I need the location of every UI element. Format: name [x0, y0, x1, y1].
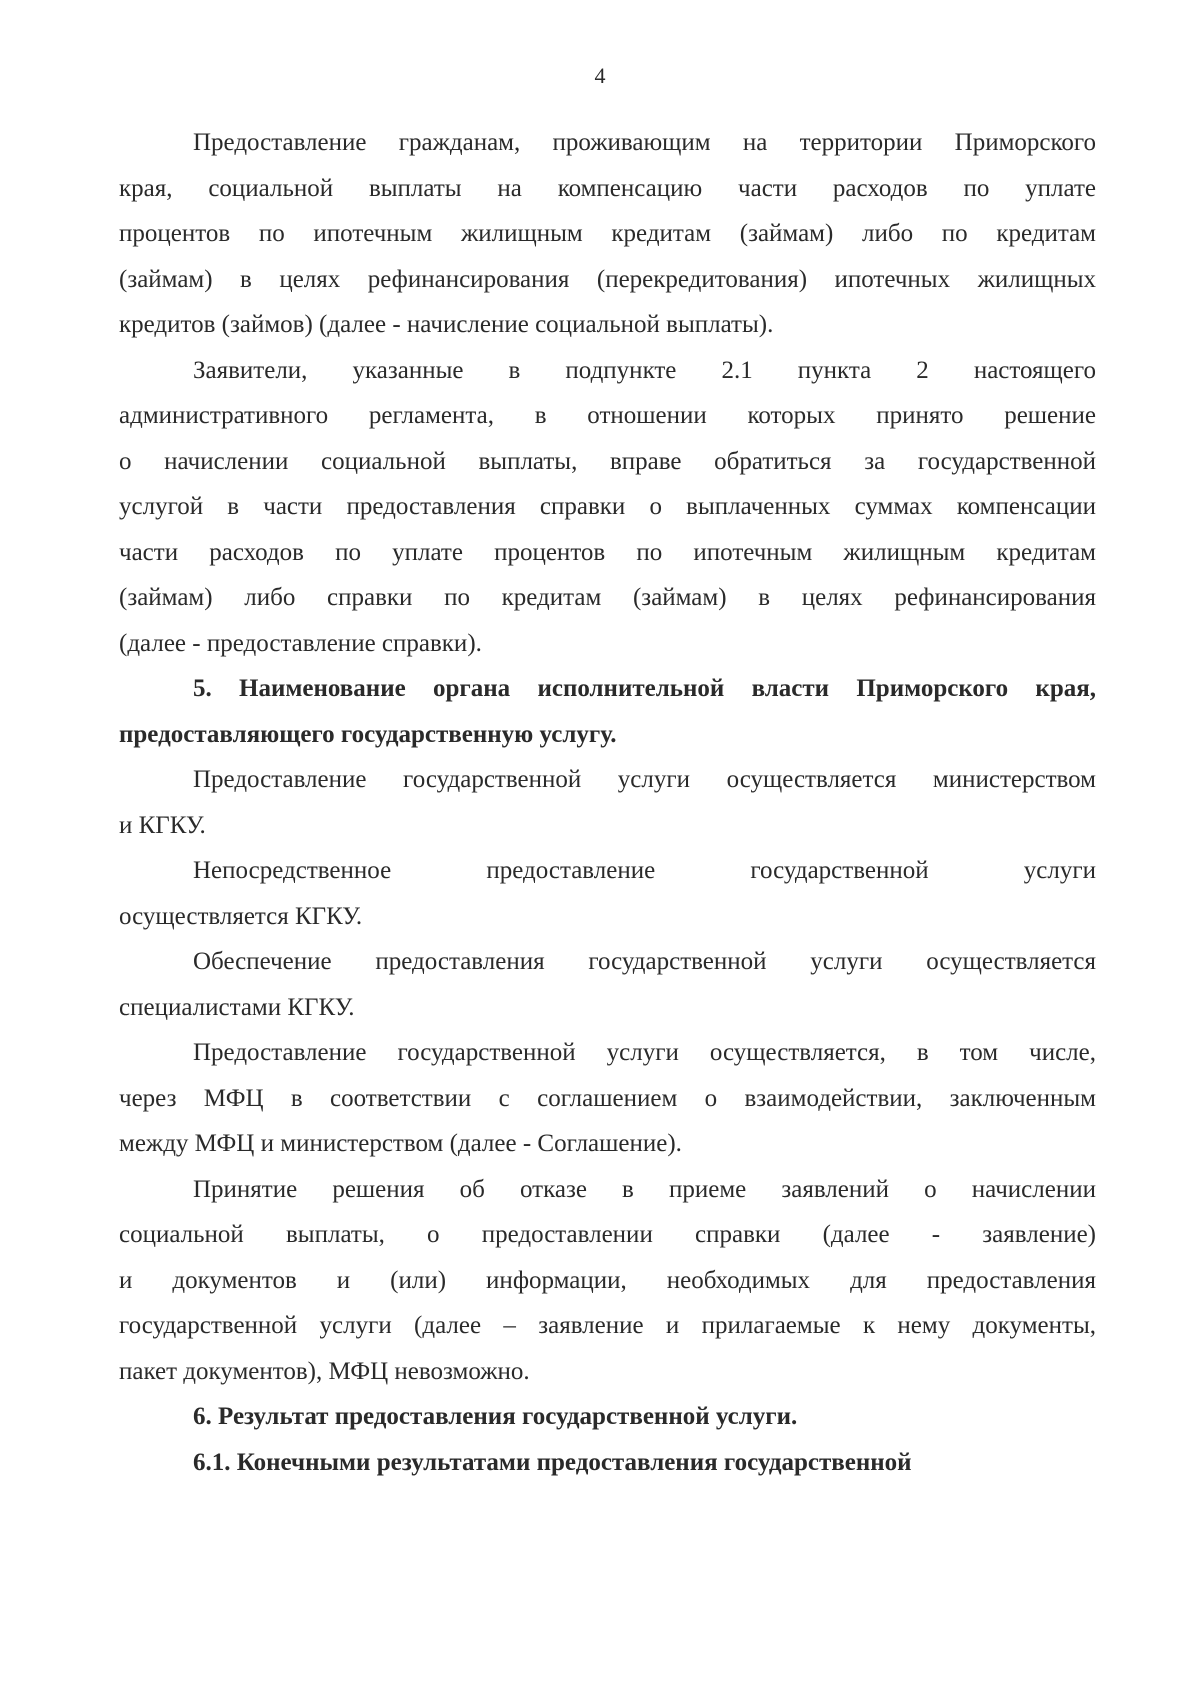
text-line: и документов и (или) информации, необходимых для предоставления [119, 1266, 1096, 1294]
paragraph [119, 1167, 1096, 1395]
text-line: части расходов по уплате процентов по ипотечным жилищным кредитам [119, 538, 1096, 566]
paragraph [119, 939, 1096, 1030]
text-line: 6.1. Конечными результатами предоставления государственной [193, 1448, 912, 1476]
section-heading [119, 1394, 1096, 1440]
text-line: между МФЦ и министерством (далее - Соглашение). [119, 1130, 682, 1157]
text-line: (далее - предоставление справки). [119, 629, 482, 657]
text-line: государственной услуги (далее – заявление и прилагаемые к нему документы, [119, 1312, 1096, 1339]
text-line: Обеспечение предоставления государственной услуги осуществляется [193, 948, 1096, 975]
paragraph [119, 757, 1096, 848]
text-line: 6. Результат предоставления государственной услуги. [193, 1403, 798, 1430]
text-line: пакет документов), МФЦ невозможно. [119, 1357, 530, 1385]
section-heading [119, 666, 1096, 757]
paragraph [119, 120, 1096, 348]
text-line: социальной выплаты, о предоставлении справки (далее - заявление) [119, 1221, 1096, 1248]
paragraph [119, 848, 1096, 939]
text-line: Заявители, указанные в подпункте 2.1 пункта 2 настоящего [193, 356, 1096, 384]
text-line: Принятие решения об отказе в приеме заявлений о начислении [193, 1175, 1096, 1203]
section-heading [119, 1440, 1096, 1486]
text-line: Предоставление гражданам, проживающим на территории Приморского [193, 129, 1096, 156]
text-line: услугой в части предоставления справки о выплаченных суммах компенсации [119, 493, 1096, 520]
text-line: о начислении социальной выплаты, вправе обратиться за государственной [119, 447, 1096, 475]
page-number: 4 [594, 63, 606, 88]
text-line: через МФЦ в соответствии с соглашением о взаимодействии, заключенным [119, 1084, 1096, 1112]
text-line: края, социальной выплаты на компенсацию части расходов по уплате [119, 174, 1096, 202]
paragraph [119, 348, 1096, 667]
text-line: кредитов (займов) (далее - начисление социальной выплаты). [119, 311, 774, 338]
text-line: Предоставление государственной услуги осуществляется министерством [193, 766, 1096, 793]
paragraph [119, 1030, 1096, 1167]
text-line: процентов по ипотечным жилищным кредитам (займам) либо по кредитам [119, 220, 1096, 247]
text-line: Непосредственное предоставление государственной услуги [193, 857, 1096, 884]
text-line: Предоставление государственной услуги осуществляется, в том числе, [193, 1039, 1096, 1066]
text-line: (займам) либо справки по кредитам (займам) в целях рефинансирования [119, 584, 1096, 611]
text-line: предоставляющего государственную услугу. [119, 720, 617, 748]
document-body [119, 120, 1096, 1485]
text-line: и КГКУ. [119, 811, 206, 839]
text-line: специалистами КГКУ. [119, 993, 355, 1021]
text-line: 5. Наименование органа исполнительной власти Приморского края, [193, 675, 1096, 702]
text-line: (займам) в целях рефинансирования (перекредитования) ипотечных жилищных [119, 265, 1096, 293]
text-line: осуществляется КГКУ. [119, 902, 363, 930]
text-line: административного регламента, в отношении которых принято решение [119, 402, 1096, 429]
